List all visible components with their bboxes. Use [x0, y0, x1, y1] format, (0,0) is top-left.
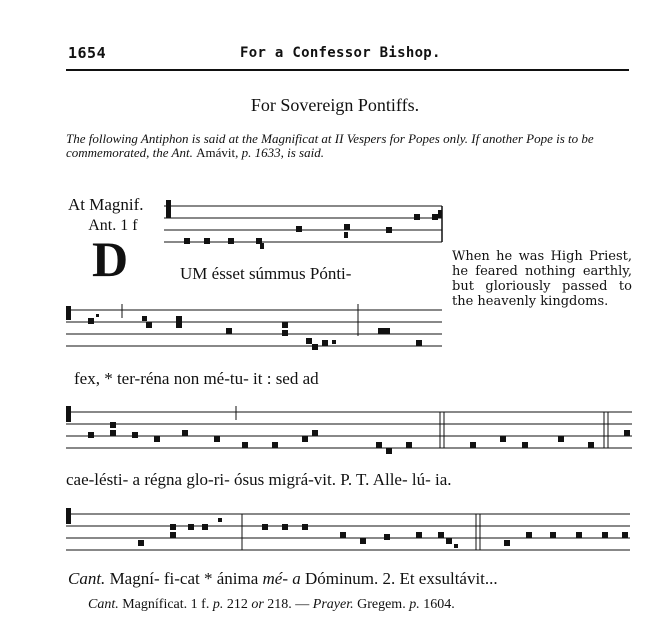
rubric-text: The following Antiphon is said at the Magnificat at II Vespers for Popes only. If another Pope is to be commemorated, the Ant. [66, 131, 594, 160]
lyrics-line-1: UM ésset súmmus Pónti- [180, 264, 352, 283]
page-number: 1654 [68, 44, 107, 62]
ref-text: Magníficat. 1 f. [122, 597, 210, 612]
ref-pages: 212 [226, 597, 248, 612]
translation: When he was High Priest, he feared nothing earthly, but gloriously passed to the heavenly kingdoms. [452, 249, 632, 309]
cant-text-b: mé- a [262, 569, 301, 588]
section-title: For Sovereign Pontiffs. [250, 95, 420, 115]
lyrics-line-3: cae-lésti- a régna glo-ri- ósus migrá-vit. P. T. Alle- lú- ia. [66, 470, 452, 489]
antiphon-label [68, 194, 144, 236]
antiphon-label-line1: At Magnif. [68, 195, 144, 214]
canticle-reference [88, 597, 455, 613]
ref-last: 1604. [423, 597, 455, 612]
ref-gregem: Gregem. [357, 597, 406, 612]
ref-p: p. [212, 597, 224, 612]
header-rule [66, 69, 629, 71]
running-title: For a Confessor Bishop. [240, 45, 441, 61]
rubric-incipit: Amávit, [196, 145, 239, 160]
ref-p2: p. [409, 597, 420, 612]
chant-staff-2 [66, 300, 446, 360]
chant-staff-4 [66, 504, 632, 564]
cant-text-a: Magní- fi-cat * ánima [109, 569, 259, 588]
rubric [66, 132, 631, 160]
ref-prayer: Prayer. [312, 597, 354, 612]
ref-pages2: 218. — [267, 597, 310, 612]
canticle-incipit [68, 569, 498, 589]
rubric-text-end: p. 1633, is said. [241, 145, 324, 160]
ref-label: Cant. [88, 597, 119, 612]
ref-or: or [251, 597, 264, 612]
cant-label: Cant. [68, 569, 106, 588]
cant-text-c: Dóminum. 2. Et exsultávit... [305, 569, 498, 588]
antiphon-label-line2: Ant. 1 f [88, 217, 138, 234]
drop-cap: D [92, 231, 129, 287]
chant-staff-1 [164, 196, 444, 252]
lyrics-line-2: fex, * ter-réna non mé-tu- it : sed ad [74, 369, 319, 388]
chant-staff-3 [66, 402, 632, 462]
